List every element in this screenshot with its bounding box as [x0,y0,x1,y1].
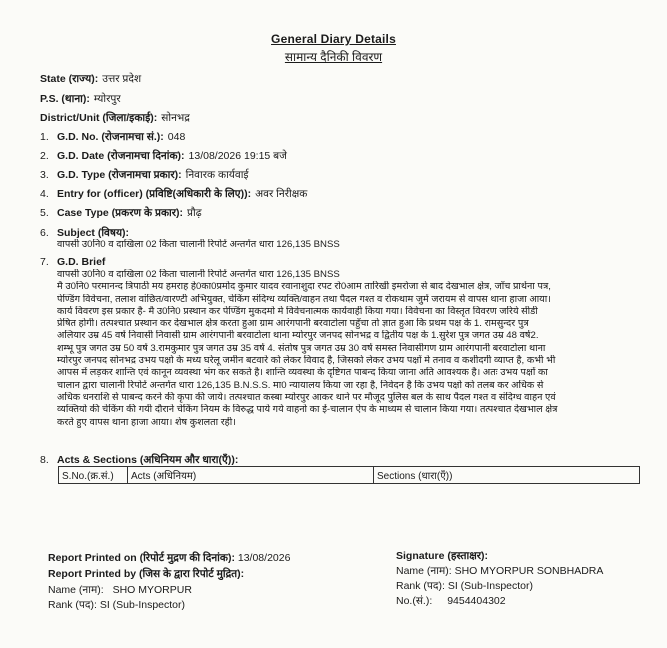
entry-for-num: 4. [40,188,49,200]
subject-value: वापसी उ0नि0 व दाखिला 02 किता चालानी रिपोर्ट अन्तर्गत धारा 126,135 BNSS [57,239,340,250]
printed-on-label: Report Printed on (रिपोर्ट मुद्रण की दिनांक): [48,552,235,564]
brief-line: अधिक धनराशि से पाबन्द करने की कृपा की जाये। तत्पश्चात कस्बा म्योरपुर आकर थाने पर मौजूद पुलिस बल के साथ पैदल गश्त व संदिग्ध वाहन एवं [57,391,556,403]
state-value: उत्तर प्रदेश [102,73,142,85]
case-type-row [40,206,202,220]
subject-num: 6. [40,227,49,239]
brief-row [40,256,105,268]
brief-line: कार्य विवरण इस प्रकार है- मै उ0नि0 प्रस्थान कर पेण्डिंग मुकदमो मे विवेचनात्मक कार्यवाही किया गया। विवेचना का विस्तृत विवरण जरिये सीडी [57,305,538,317]
brief-line: आपस में लड़कर शान्ति एवं कानून व्यवस्था भंग कर सकते है। शान्ति व्यवस्था के दृष्टिगत पाबन्द किया जाना अति आवश्यक है। अतः उभय पक्षों का [57,367,548,379]
signature-label: Signature (हस्ताक्षर): [396,550,489,562]
col-sections-header: Sections (धारा(एँ)) [374,467,640,484]
brief-text [57,269,645,429]
gd-no-row [40,130,185,144]
printed-by-row [48,567,244,581]
signature-row [396,549,488,563]
acts-table-header [59,467,640,484]
brief-line: पेण्डिंग विवेचना, तलाश वांछित/वारण्टी अभियुक्त, चेकिंग संदिग्ध व्यक्ति/वाहन तथा पैदल गश्त व रोकथाम जुर्म जरायम से वापस थाना हाजा आया। [57,293,551,305]
printed-on-value: 13/08/2026 [237,552,291,564]
entry-for-label: Entry for (officer) (प्रविष्टि(अधिकारी के लिए)): [57,188,252,200]
brief-line: व्यक्तियो की चेकिंग की गयी दौराने चेकिंग नियम के विरुद्ध पाये गये वाहनो का ई-चालान ऐप के माध्यम से चालान किया गया। तत्पश्चात देखभाल क्षेत्र [57,404,558,416]
left-rank-row [48,598,185,612]
district-label: District/Unit (जिला/इकाई): [40,112,158,124]
brief-line: म्योरपुर जनपद सोनभद्र उभय पक्षो के मध्य घरेलू जमीन बटवारे को लेकर विवाद है, जिसको लेकर उभय पक्षों मे तनाव व कशीदगी व्याप्त है, कभी भी [57,355,556,367]
left-rank-value: SI (Sub-Inspector) [99,599,186,611]
no-value: 9454404302 [447,595,506,607]
left-name-label: Name (नाम): [48,584,104,596]
brief-num: 7. [40,256,49,268]
district-value: सोनभद्र [161,112,190,124]
right-name-row [396,564,603,578]
gd-type-num: 3. [40,169,49,181]
ps-value: म्योरपुर [93,93,121,105]
acts-table [58,466,640,484]
page-title: General Diary Details [271,32,396,46]
right-rank-row [396,579,533,593]
ps-row [40,92,121,106]
gd-date-row [40,149,287,163]
title-block [0,32,667,65]
case-type-value: प्रौढ़ [187,207,202,219]
state-row [40,72,141,86]
entry-for-row [40,187,307,201]
brief-line: मै उ0नि0 परमानन्द त्रिपाठी मय हमराह हे0का0प्रमोद कुमार यादव रवानाशुदा रपट रो0आम तारिखी इमरोजा से बाद देखभाल क्षेत्र, जाँच प्रार्थना पत्र, [57,281,551,293]
brief-line: करते हुए वापस थाना हाजा आया। शेष कुशलता रही। [57,416,236,428]
right-rank-value: SI (Sub-Inspector) [447,580,534,592]
col-acts-header: Acts (अधिनियम) [128,467,374,484]
acts-row [40,453,238,467]
gd-date-value: 13/08/2026 19:15 बजे [188,150,287,162]
printed-by-label: Report Printed by (जिस के द्वारा रिपोर्ट मुद्रित): [48,568,245,580]
col-sno-header: S.No.(क्र.सं.) [59,467,128,484]
left-rank-label: Rank (पद): [48,599,97,611]
page-subtitle: सामान्य दैनिकी विवरण [284,50,383,64]
ps-label: P.S. (थाना): [40,93,90,105]
brief-line: शम्भू पुत्र जगत उम्र 50 वर्ष 3.रामकुमार पुत्र जगत उम्र 35 वर्ष 4. संतोष पुत्र जगत उम्र 30 वर्ष समस्त निवासीगण ग्राम आरंगपानी बरवाटोला थाना [57,342,546,354]
case-type-label: Case Type (प्रकरण के प्रकार): [57,207,184,219]
gd-type-value: निवारक कार्यवाई [185,169,249,181]
case-type-num: 5. [40,207,49,219]
acts-num: 8. [40,454,49,466]
brief-line: वापसी उ0नि0 व दाखिला 02 किता चालानी रिपोर्ट अन्तर्गत धारा 126,135 BNSS [57,269,340,280]
no-row [396,594,506,608]
printed-on-row [48,551,290,565]
gd-no-value: 048 [167,131,186,143]
state-label: State (राज्य): [40,73,99,85]
right-name-label: Name (नाम): [396,565,452,577]
acts-label: Acts & Sections (अधिनियम और धारा(एँ)): [57,454,239,466]
gd-type-label: G.D. Type (रोजनामचा प्रकार): [57,169,182,181]
brief-line: प्रेषित होगी। तत्पश्चात प्रस्थान कर देखभाल क्षेत्र करता हुआ ग्राम आरंगपानी बरवाटोला पहुँचा तो ज्ञात हुआ कि प्रथम पक्ष के 1. रामसुन्दर पुत्र [57,318,529,330]
left-name-value: SHO MYORPUR [112,584,192,596]
right-rank-label: Rank (पद): [396,580,445,592]
gd-date-num: 2. [40,150,49,162]
brief-label: G.D. Brief [57,256,106,268]
district-row [40,111,190,125]
gd-date-label: G.D. Date (रोजनामचा दिनांक): [57,150,185,162]
left-name-row [48,583,192,597]
subject-label: Subject (विषय): [57,227,130,239]
no-label: No.(सं.): [396,595,433,607]
gd-no-num: 1. [40,131,49,143]
brief-line: चालान द्वारा चालानी रिपोर्ट अन्तर्गत धारा 126,135 B.N.S.S. मा0 न्यायालय किया जा रहा है, निवेदन है कि उभय पक्षो को तलब कर अधिक से [57,379,544,391]
gd-no-label: G.D. No. (रोजनामचा सं.): [57,131,164,143]
brief-line: अलियार उम्र 45 वर्ष निवासी निवासी ग्राम आरंगपानी बरवाटोला थाना म्योरपुर जनपद सोनभद्र व द्वितीय पक्ष के 1.सुरेश पुत्र जगत उम्र 48 वर्ष2. [57,330,539,342]
subject-text [57,239,645,251]
gd-type-row [40,168,249,182]
subject-row [40,226,129,240]
right-name-value: SHO MYORPUR SONBHADRA [454,565,604,577]
entry-for-value: अवर निरीक्षक [255,188,308,200]
